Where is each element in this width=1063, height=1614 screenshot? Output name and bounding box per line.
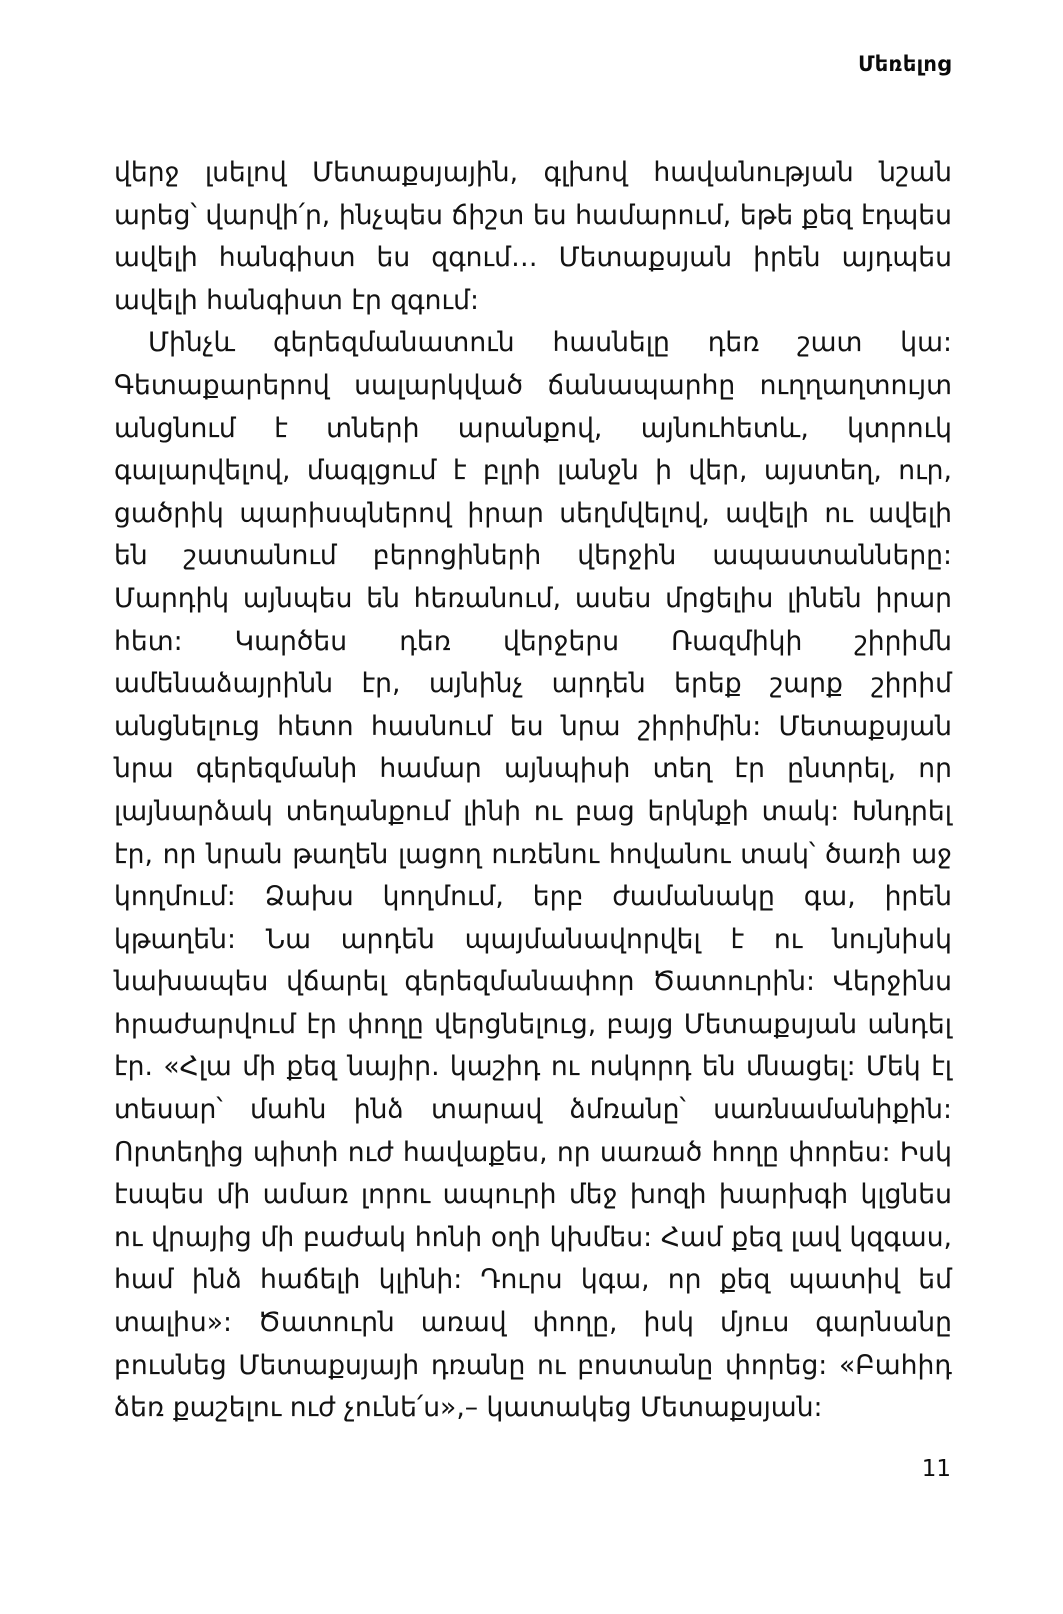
body-paragraph: վերջ լսելով Մետաքսյային, գլխով հավանության նշան արեց՝ վարվի՛ր, ինչպես ճիշտ ես համարում, եթե քեզ էդպես ավելի հանգիստ ես զգում… Մետաքսյան իրեն այդպես ավելի հանգիստ էր զգում:	[114, 157, 952, 316]
body-paragraph: Մինչև գերեզմանատուն հասնելը դեռ շատ կա: Գետաքարերով սալարկված ճանապարհը ուղղաղտույտ անցնում է տների արանքով, այնուհետև, կտրուկ գալարվելով, մագլցում է բլրի լանջն ի վեր, այստեղ, ուր, ցածրիկ պարիսպներով իրար սեղմվելով, ավելի ու ավելի են շատանում բերոցիների վերջին ապաստանները: Մարդիկ այնպես են հեռանում, ասես մրցելիս լինեն իրար հետ: Կարծես դեռ վերջերս Ռազմիկի շիրիմն ամենաձայրինն էր, այնինչ արդեն երեք շարք շիրիմ անցնելուց հետո հասնում ես նրա շիրիմին: Մետաքսյան նրա գերեզմանի համար այնպիսի տեղ էր ընտրել, որ լայնարձակ տեղանքում լինի ու բաց երկնքի տակ: Խնդրել էր, որ նրան թաղեն լացող ուռենու հովանու տակ՝ ծառի աջ կողմում: Ձախս կողմում, երբ ժամանակը գա, իրեն կթաղեն: Նա արդեն պայմանավորվել է ու նույնիսկ նախապես վճարել գերեզմանափոր Ծատուրին: Վերջինս հրաժարվում էր փողը վերցնելուց, բայց Մետաքսյան անդել էր. «Հլա մի քեզ նայիր. կաշիդ ու ոսկորդ են մնացել: Մեկ էլ տեսար՝ մահն ինձ տարավ ձմռանը՝ սառնամանիքին: Որտեղից պիտի ուժ հավաքես, որ սառած հողը փորես: Իսկ էսպես մի ամառ լորու ապուրի մեջ խոզի խարխգի կլցնես ու վրայից մի բաժակ հոնի օղի կխմես: Համ քեզ լավ կզգաս, համ ինձ հաճելի կլինի: Դուրս կգա, որ քեզ պատիվ եմ տալիս»: Ծատուրն առավ փողը, իսկ մյուս գարնանը բուսնեց Մետաքսյայի դռանը ու բոստանը փորեց: «Բահիդ ձեռ քաշելու ուժ չունե՛ս»,– կատակեց Մետաքսյան:	[114, 327, 952, 1424]
running-header: Մեռելոց	[858, 52, 951, 76]
page-number: 11	[921, 1456, 951, 1482]
body-text-block	[114, 152, 952, 1430]
